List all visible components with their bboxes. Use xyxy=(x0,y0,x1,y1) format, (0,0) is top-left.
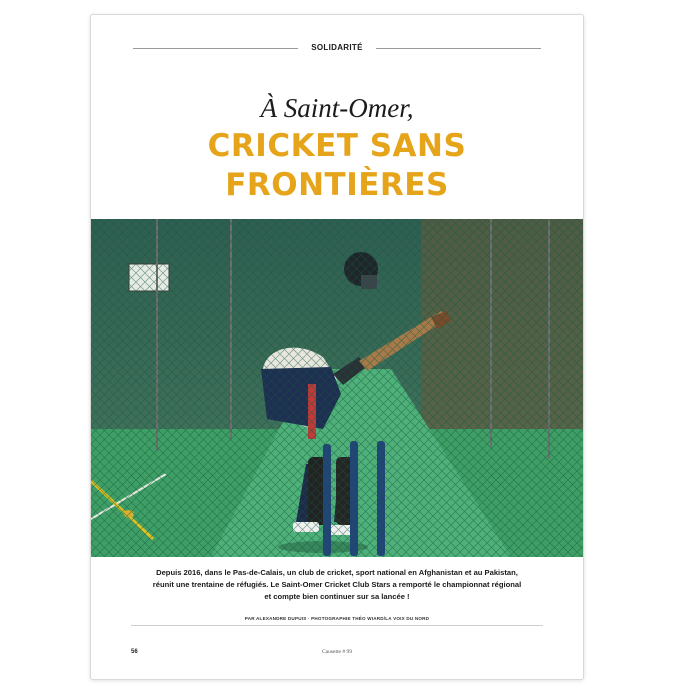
article-headline-line-2: FRONTIÈRES xyxy=(225,167,449,203)
section-rubric: SOLIDARITÉ xyxy=(311,43,363,52)
rubric-divider-right xyxy=(376,48,541,49)
credits-divider xyxy=(131,625,543,626)
rubric-row xyxy=(133,43,541,55)
article-headline-line-1: CRICKET SANS xyxy=(207,128,467,164)
byline-credits: PAR ALEXANDRE DUPUIS · PHOTOGRAPHIE THÉO WIARD/LA VOIX DU NORD xyxy=(244,616,430,621)
netting-overlay xyxy=(91,219,583,557)
article-lede xyxy=(131,567,543,603)
lede-line-1: Depuis 2016, dans le Pas-de-Calais, un club de cricket, sport national en Afghanistan et au Pakistan, xyxy=(156,568,518,577)
article-subhead: À Saint-Omer, xyxy=(260,93,414,123)
lede-line-3: et compte bien continuer sur sa lancée ! xyxy=(264,592,410,601)
lede-line-2: réunit une trentaine de réfugiés. Le Saint-Omer Cricket Club Stars a remporté le championnat régional xyxy=(152,580,522,589)
magazine-page xyxy=(90,14,584,680)
page-number: 56 xyxy=(131,649,138,655)
cricket-nets-photo xyxy=(91,219,583,557)
magazine-footer-title: Causette # 99 xyxy=(322,649,352,655)
